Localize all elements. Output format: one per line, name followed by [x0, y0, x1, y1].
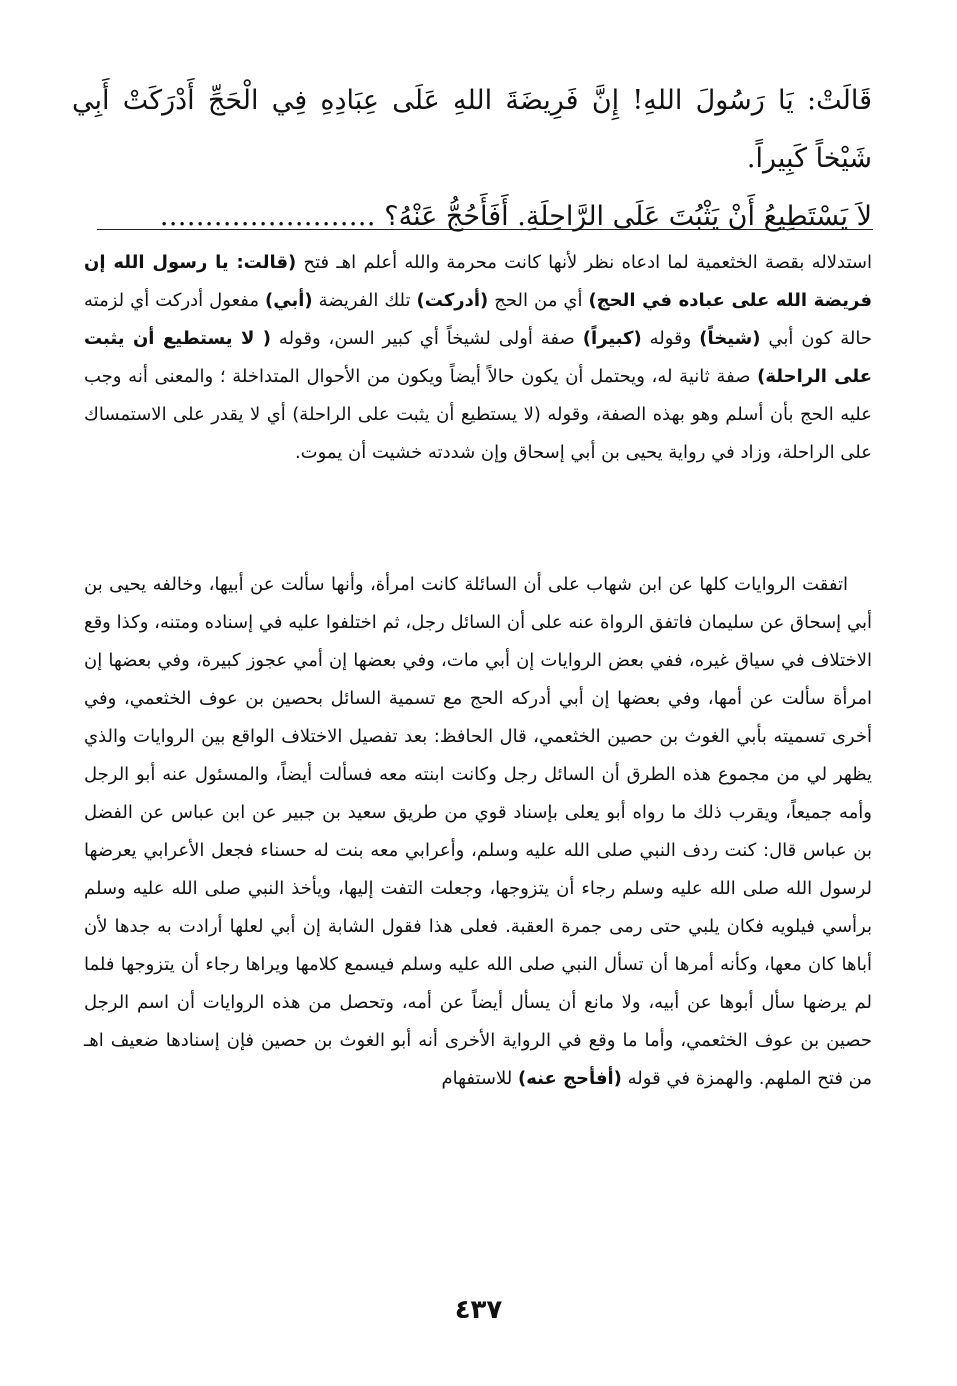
- quoted-phrase: (أدركت): [416, 290, 489, 311]
- commentary-text: أي من الحج: [488, 290, 589, 311]
- ellipsis-dots: ……………………: [159, 201, 376, 232]
- hadith-line-1: قَالَتْ: يَا رَسُولَ اللهِ! إِنَّ فَرِيضَةَ اللهِ عَلَى عِبَادِهِ فِي الْحَجِّ أَدْرَكَتْ أَبِي شَيْخاً كَبِيراً.: [72, 85, 872, 174]
- hadith-text: [72, 72, 872, 246]
- commentary-paragraph-2: [84, 566, 872, 1098]
- quoted-phrase: (كبيراً): [582, 328, 642, 349]
- commentary-text: صفة ثانية له، ويحتمل أن يكون حالاً أيضاً ويكون من الأحوال المتداخلة ؛ والمعنى أنه وجب عليه الحج بأن أسلم وهو بهذه الصفة، وقوله (لا يستطيع أن يثبت على الراحلة) أي لا يقدر على الاستمساك على الراحلة، وزاد في رواية يحيى بن أبي إسحاق وإن شددته خشيت أن يموت.: [84, 366, 872, 463]
- hadith-line-2: [72, 188, 872, 246]
- quoted-phrase: (قالت: يا رسول الله إن فريضة الله على عباده في الحج): [84, 252, 872, 311]
- commentary-text: تلك الفريضة: [312, 290, 417, 311]
- commentary-text: صفة أولى لشيخاً أي كبير السن، وقوله: [271, 328, 583, 349]
- quoted-phrase: (شيخاً): [699, 328, 761, 349]
- hadith-line-2-text: لاَ يَسْتَطِيعُ أَنْ يَثْبُتَ عَلَى الرَّاحِلَةِ. أَفَأَحُجُّ عَنْهُ؟: [384, 201, 872, 232]
- quoted-phrase: (أبي): [265, 290, 313, 311]
- commentary-text: مفعول أدركت أي لزمته حالة كون أبي: [84, 290, 872, 349]
- commentary-block-2: [84, 566, 872, 1098]
- commentary-text: وقوله: [641, 328, 700, 349]
- commentary-text: استدلاله بقصة الخثعمية لما ادعاه نظر لأنها كانت محرمة والله أعلم اهـ فتح: [296, 252, 873, 273]
- commentary-block: [84, 244, 872, 472]
- quoted-phrase: ( لا يستطيع أن يثبت على الراحلة): [84, 328, 872, 387]
- commentary-paragraph: [84, 244, 872, 472]
- page-number: ٤٣٧: [454, 1295, 503, 1325]
- quoted-phrase: (أفأحج عنه): [517, 1068, 622, 1089]
- commentary-text: اتفقت الروايات كلها عن ابن شهاب على أن السائلة كانت امرأة، وأنها سألت عن أبيها، وخالفه يحيى بن أبي إسحاق عن سليمان فاتفق الرواة عنه على أن السائل رجل، ثم اختلفوا عليه في إسناده ومتنه، وكذا وقع الاختلاف في سياق غيره، ففي بعض الروايات إن أبي مات، وفي بعضها إن أمي عجوز كبيرة، وفي بعضها إن امرأة سألت عن أمها، وفي بعضها إن أبي أدركه الحج مع تسمية السائل بحصين بن عوف الخثعمي، وفي أخرى تسميته بأبي الغوث بن حصين الخثعمي، قال الحافظ: بعد تفصيل الاختلاف الواقع بين الروايات والذي يظهر لي من مجموع هذه الطرق أن السائل رجل وكانت ابنته معه فسألت أيضاً، والمسئول عنه أبو الرجل وأمه جميعاً، ويقرب ذلك ما رواه أبو يعلى بإسناد قوي من طريق سعيد بن جبير عن ابن عباس عن الفضل بن عباس قال: كنت ردف النبي صلى الله عليه وسلم، وأعرابي معه بنت له حسناء فجعل الأعرابي يعرضها لرسول الله صلى الله عليه وسلم رجاء أن يتزوجها، وجعلت التفت إليها، ويأخذ النبي صلى الله عليه وسلم برأسي فيلويه فكان يلبي حتى رمى جمرة العقبة. فعلى هذا فقول الشابة إن أبي لعلها أرادت به جدها لأن أباها كان معها، وكأنه أمرها أن تسأل النبي صلى الله عليه وسلم فيسمع كلامها ويراها رجاء أن يتزوجها فلما لم يرضها سأل أبوها عن أبيه، ولا مانع أن يسأل أيضاً عن أمه، وتحصل من هذه الروايات أن اسم الرجل حصين بن عوف الخثعمي، وأما ما وقع في الرواية الأخرى أنه أبو الغوث بن حصين فإن إسنادها ضعيف اهـ من فتح الملهم. والهمزة في قوله: [84, 574, 872, 1089]
- footnote-separator: [97, 229, 873, 230]
- commentary-text: للاستفهام: [441, 1068, 518, 1089]
